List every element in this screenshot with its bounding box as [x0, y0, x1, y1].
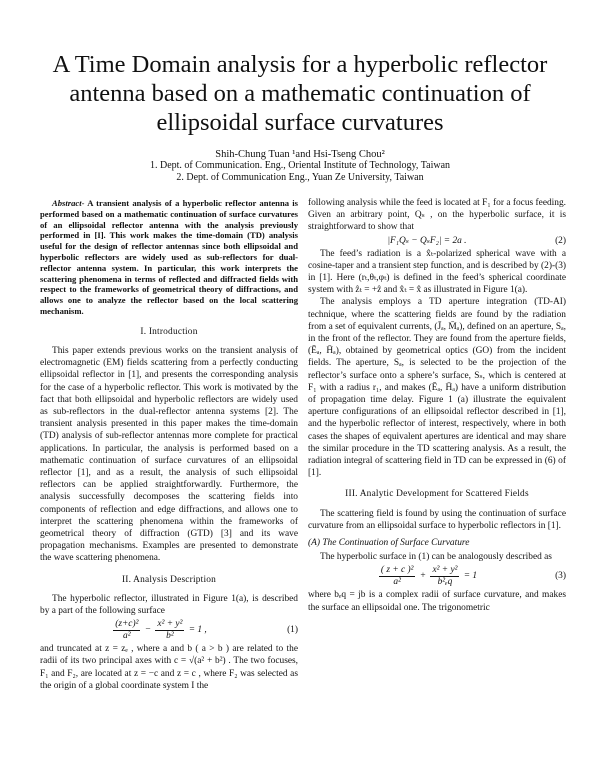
right-column: [308, 197, 566, 614]
affiliation-1: 1. Dept. of Communication. Eng., Oriental Institute of Technology, Taiwan: [149, 160, 451, 171]
equation-1: $\frac{\text{(z+c)²}}{\text{a²}}$ − $\frac{\text{x² + y²}}{\text{b²}}$ = 1 , (1): [115, 618, 298, 641]
analysis-paragraph-1: The hyperbolic reflector, illustrated in Figure 1(a), is described by a part of the following surface: [40, 593, 298, 617]
intro-paragraph: This paper extends previous works on the transient analysis of electromagnetic (EM) fields scattering from a perfectly conducting ellipsoidal reflector in [1], and presents the corresponding analysis for the case of a hyperbolic reflector. This work is motivated by the fact that both ellipsoidal and hyperbolic reflectors are widely used as sub-reflectors in the dual-reflector antenna systems [2]. The transient analysis presented in this paper makes the time-domain (TD) analysis of sub-reflector antennas more complete for practical applications. In particular, the analysis is performed based on a mathematic continuation of surface curvatures of an ellipsoidal reflector [1], and as a result, the analysis of such ellipsoidal reflectors can be applied straightforwardly. Furthermore, the analysis successfully decomposes the scattering fields into components of reflection and edge diffractions, and allows one to interpret the scattering phenomena within the frameworks of geometrical theory of diffraction (GTD) [3] and its wave propagation mechanisms. Examples are presented to demonstrate the wave scattering phenomena.: [40, 345, 298, 564]
analytic-paragraph: The scattering field is found by using the continuation of surface curvature from an ellipsoidal surface to hyperbolic reflectors in [1].: [308, 508, 566, 531]
abstract-text: A transient analysis of a hyperbolic reflector antenna is performed based on a mathematic continuation of surface curvatures of an ellipsoidal reflector antenna with the analysis previously performed in [I]. This work makes the time-domain (TD) analysis useful for the design of reflector antennas since both ellipsoidal and hyperbolic reflectors are widely used as sub-reflectors for dual-reflector antenna system. In particular, this work interprets the scattering phenomena in terms of reflected and diffracted fields with respect to the frameworks of geometrical theory of diffractions, and allows one to analyze the reflector based on the local scattering mechanism.: [40, 198, 298, 316]
closing-paragraph: where bₑq = jb is a complex radii of surface curvature, and makes the surface an ellipsoidal one. The trigonometric: [308, 590, 566, 613]
equation-3: $\frac{\text{( z + c )²}}{\text{a²}}$ + $\frac{\text{x² + y²}}{\text{b²ₑq}}$ = 1 (3): [380, 564, 566, 587]
author-line: Shih-Chung Tuan ¹and Hsi-Tseng Chou²: [215, 149, 385, 160]
paper-title: A Time Domain analysis for a hyperbolic reflector antenna based on a mathematic continuation of ellipsoidal surface curvatures: [52, 51, 548, 136]
right-paragraph-3: The analysis employs a TD aperture integration (TD-AI) technique, where the scattering fields are found by the radiation from a set of equivalent currents, (J̄ₐ, M̄ₐ), defined on an aperture, Sₐ, in the front of the reflector. They are found from the aperture fields, (Ēₐ, H̄ₐ), obtained by geometrical optics (GO) from the incident fields. The aperture, Sₐ, is selected to be the projection of the reflector’s surface onto a sphere’s surface, Sₛ, which is centered at F₁ with a radius r₁, and makes (Ēₐ, H̄ₐ) have a uniform distribution of propagation time delay. Figure 1 (a) illustrate the equivalent aperture configurations of an ellipsoidal reflector described in [1], and the hyperbolic reflector of interest, respectively, where in both cases the shapes of equivalent apertures are identical and may share the similar procedure in the TD scattering analysis. As a result, the radiation integral of scattering field in TD can be expressed in (6) of [1].: [308, 297, 566, 479]
abstract: [40, 198, 298, 317]
equation-1-number: (1): [287, 625, 298, 636]
left-column: [40, 198, 298, 692]
section-heading-analytic: III. Analytic Development for Scattered Fields: [345, 489, 529, 500]
equation-2: [308, 234, 566, 248]
equation-2-number: (2): [555, 235, 566, 246]
section-heading-analysis: II. Analysis Description: [121, 574, 217, 585]
equation-2-expr: |F₁Qₛ − QₛF₂| = 2a .: [387, 235, 467, 246]
right-paragraph-2: The feed’s radiation is a x̂ₜ-polarized spherical wave with a cosine-taper and a transient step function, and is described by (2)-(3) in [1]. Here (rₜ,θₜ,φₜ) is defined in the feed’s spherical coordinate system with ẑₜ = +ẑ and x̂ₜ = x̂ as illustrated in Figure 1(a).: [308, 248, 566, 296]
subsection-heading: (A) The Continuation of Surface Curvature: [308, 538, 470, 549]
equation-3-number: (3): [555, 571, 566, 582]
section-heading-introduction: I. Introduction: [140, 326, 198, 337]
right-paragraph-1: following analysis while the feed is located at F₁ for a focus feeding. Given an arbitrary point, Qₛ , on the hyperbolic surface, it is straightforward to show that: [308, 198, 566, 233]
affiliations: [0, 160, 600, 184]
affiliation-2: 2. Dept. of Communication Eng., Yuan Ze University, Taiwan: [176, 172, 424, 183]
abstract-lead: Abstract-: [52, 198, 85, 208]
analysis-paragraph-2: and truncated at z = zₑ , where a and b ( a > b ) are related to the radii of its two principal axes with c = √(a² + b²) . The two focuses, F₁ and F₂, are located at z = −c and z = c , where F₂ was selected as the origin of a global coordinate system I the: [40, 644, 298, 691]
subsection-paragraph: The hyperbolic surface in (1) can be analogously described as: [320, 552, 552, 563]
